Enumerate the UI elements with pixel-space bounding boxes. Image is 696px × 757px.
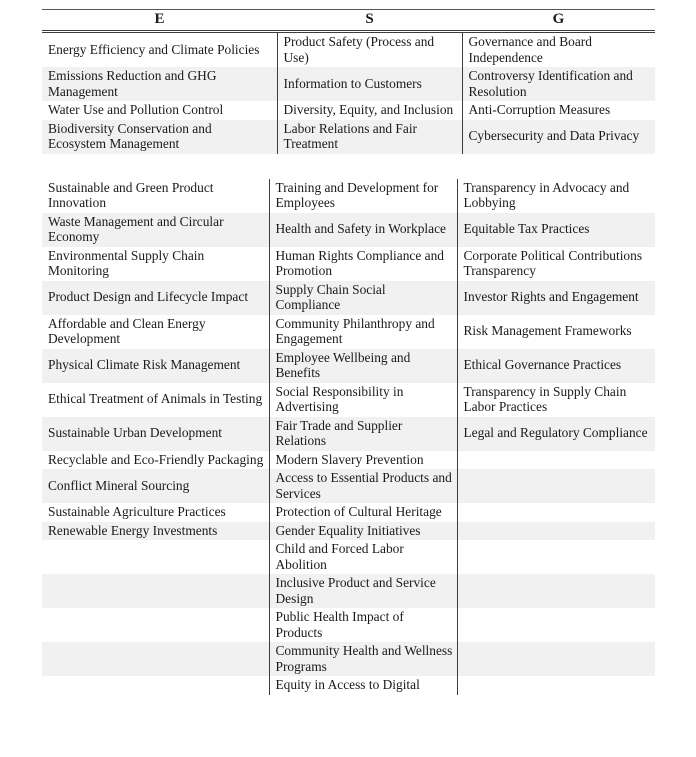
- cell-e: [42, 676, 269, 695]
- cell-s: Protection of Cultural Heritage: [269, 503, 457, 522]
- esg-table-top-body: [42, 32, 655, 154]
- cell-g: Cybersecurity and Data Privacy: [468, 128, 640, 144]
- cell-e: Waste Management and Circular Economy: [48, 213, 224, 244]
- table-row: [42, 179, 655, 213]
- cell-g: Ethical Governance Practices: [463, 357, 622, 373]
- table-row: [42, 608, 655, 642]
- cell-e: Sustainable Agriculture Practices: [48, 504, 226, 519]
- column-header-e: E: [42, 10, 277, 32]
- cell-g: [457, 608, 655, 642]
- cell-e: Emissions Reduction and GHG Management: [48, 68, 217, 99]
- cell-g: [457, 503, 655, 522]
- cell-g: Transparency in Advocacy and Lobbying: [463, 179, 630, 210]
- table-row: [42, 247, 655, 281]
- esg-table-top: [42, 9, 655, 154]
- cell-s: Supply Chain Social Compliance: [269, 281, 457, 315]
- table-row: [42, 574, 655, 608]
- esg-table-bottom-body: [42, 179, 655, 695]
- table-row: [42, 101, 655, 120]
- cell-e: [42, 642, 269, 676]
- cell-s: Information to Customers: [277, 67, 462, 101]
- cell-s: Social Responsibility in Advertising: [269, 383, 457, 417]
- table-row: [42, 417, 655, 451]
- table-row: [42, 281, 655, 315]
- table-row: [42, 522, 655, 541]
- cell-g: Investor Rights and Engagement: [463, 289, 639, 305]
- cell-e: Renewable Energy Investments: [48, 522, 218, 538]
- cell-s: Community Philanthropy and Engagement: [269, 315, 457, 349]
- cell-e: Affordable and Clean Energy Development: [48, 315, 206, 346]
- cell-s: Access to Essential Products and Services: [269, 469, 457, 503]
- cell-e: Physical Climate Risk Management: [48, 357, 241, 373]
- cell-g: [457, 540, 655, 574]
- table-row: [42, 676, 655, 695]
- cell-s: Employee Wellbeing and Benefits: [269, 349, 457, 383]
- table-row: [42, 315, 655, 349]
- cell-e: Water Use and Pollution Control: [48, 102, 224, 117]
- cell-g: Corporate Political Contributions Transparency: [463, 247, 643, 278]
- cell-s: Public Health Impact of Products: [269, 608, 457, 642]
- cell-g: Controversy Identification and Resolution: [468, 68, 633, 99]
- cell-e: Environmental Supply Chain Monitoring: [48, 247, 205, 278]
- cell-s: Labor Relations and Fair Treatment: [277, 120, 462, 154]
- cell-s: Community Health and Wellness Programs: [269, 642, 457, 676]
- column-header-s: S: [277, 10, 462, 32]
- cell-g: Risk Management Frameworks: [463, 323, 632, 339]
- cell-s: Gender Equality Initiatives: [269, 522, 457, 541]
- tables-gap: [42, 154, 696, 179]
- cell-e: Recyclable and Eco-Friendly Packaging: [48, 451, 264, 467]
- cell-s: Child and Forced Labor Abolition: [269, 540, 457, 574]
- table-row: [42, 503, 655, 522]
- table-row: [42, 213, 655, 247]
- cell-g: Transparency in Supply Chain Labor Practices: [463, 383, 627, 414]
- cell-s: Training and Development for Employees: [269, 179, 457, 213]
- cell-g: [457, 574, 655, 608]
- cell-s: Diversity, Equity, and Inclusion: [277, 101, 462, 120]
- cell-g: [457, 522, 655, 541]
- cell-e: Energy Efficiency and Climate Policies: [48, 41, 260, 57]
- esg-table-bottom: [42, 179, 655, 695]
- cell-g: Anti-Corruption Measures: [468, 102, 611, 117]
- cell-g: Equitable Tax Practices: [463, 221, 590, 237]
- cell-s: Product Safety (Process and Use): [277, 32, 462, 68]
- cell-e: Sustainable and Green Product Innovation: [48, 179, 214, 210]
- cell-g: Governance and Board Independence: [468, 34, 592, 65]
- cell-s: Human Rights Compliance and Promotion: [269, 247, 457, 281]
- table-row: [42, 120, 655, 154]
- cell-g: [457, 451, 655, 470]
- table-row: [42, 451, 655, 470]
- table-row: [42, 67, 655, 101]
- table-row: [42, 642, 655, 676]
- cell-g: [457, 676, 655, 695]
- cell-s: Inclusive Product and Service Design: [269, 574, 457, 608]
- cell-e: [42, 540, 269, 574]
- table-row: [42, 383, 655, 417]
- table-row: [42, 540, 655, 574]
- cell-g: [457, 469, 655, 503]
- cell-g: Legal and Regulatory Compliance: [463, 425, 648, 441]
- table-row: [42, 32, 655, 68]
- cell-s: Health and Safety in Workplace: [269, 213, 457, 247]
- cell-s: Equity in Access to Digital: [269, 676, 457, 695]
- cell-e: [42, 608, 269, 642]
- table-row: [42, 469, 655, 503]
- cell-e: Ethical Treatment of Animals in Testing: [48, 391, 263, 407]
- table-row: [42, 349, 655, 383]
- cell-e: Sustainable Urban Development: [48, 425, 223, 441]
- header-row: [42, 10, 655, 32]
- cell-g: [457, 642, 655, 676]
- cell-e: Conflict Mineral Sourcing: [48, 477, 190, 493]
- cell-s: Fair Trade and Supplier Relations: [269, 417, 457, 451]
- cell-e: Product Design and Lifecycle Impact: [48, 289, 249, 305]
- cell-e: [42, 574, 269, 608]
- column-header-g: G: [462, 10, 655, 32]
- cell-e: Biodiversity Conservation and Ecosystem Management: [48, 120, 212, 151]
- cell-s: Modern Slavery Prevention: [269, 451, 457, 470]
